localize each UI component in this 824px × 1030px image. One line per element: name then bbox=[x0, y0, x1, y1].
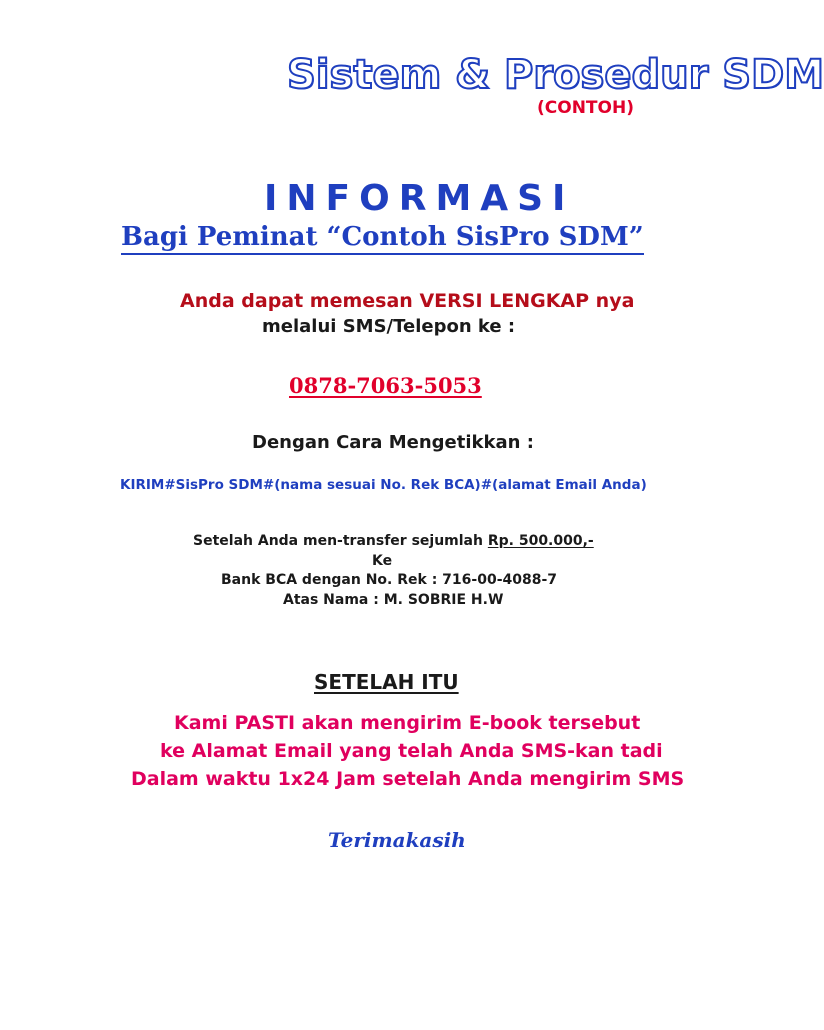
method-label: Dengan Cara Mengetikkan : bbox=[252, 432, 534, 453]
transfer-prefix: Setelah Anda men-transfer sejumlah bbox=[193, 533, 483, 549]
example-label: (CONTOH) bbox=[537, 98, 634, 118]
account-name-line: Atas Nama : M. SOBRIE H.W bbox=[283, 592, 504, 608]
document-title: Sistem & Prosedur SDM bbox=[287, 52, 824, 98]
promise-line-2: ke Alamat Email yang telah Anda SMS-kan tadi bbox=[160, 740, 663, 762]
sms-format: KIRIM#SisPro SDM#(nama sesuai No. Rek BCA)#(alamat Email Anda) bbox=[120, 477, 647, 493]
promise-line-3: Dalam waktu 1x24 Jam setelah Anda mengirim SMS bbox=[131, 768, 685, 790]
info-subheading: Bagi Peminat “Contoh SisPro SDM” bbox=[121, 222, 644, 255]
transfer-amount: Rp. 500.000,- bbox=[487, 533, 594, 549]
order-intro-line: Anda dapat memesan VERSI LENGKAP nya bbox=[180, 290, 635, 312]
after-heading: SETELAH ITU bbox=[314, 670, 459, 694]
transfer-line bbox=[193, 533, 594, 549]
closing-thanks: Terimakasih bbox=[328, 828, 466, 852]
info-heading: INFORMASI bbox=[264, 178, 575, 219]
order-contact-line: melalui SMS/Telepon ke : bbox=[262, 316, 516, 337]
phone-number[interactable]: 0878-7063-5053 bbox=[289, 373, 482, 398]
transfer-ke: Ke bbox=[372, 553, 393, 569]
bank-account-line: Bank BCA dengan No. Rek : 716-00-4088-7 bbox=[221, 572, 558, 588]
promise-line-1: Kami PASTI akan mengirim E-book tersebut bbox=[174, 712, 641, 734]
